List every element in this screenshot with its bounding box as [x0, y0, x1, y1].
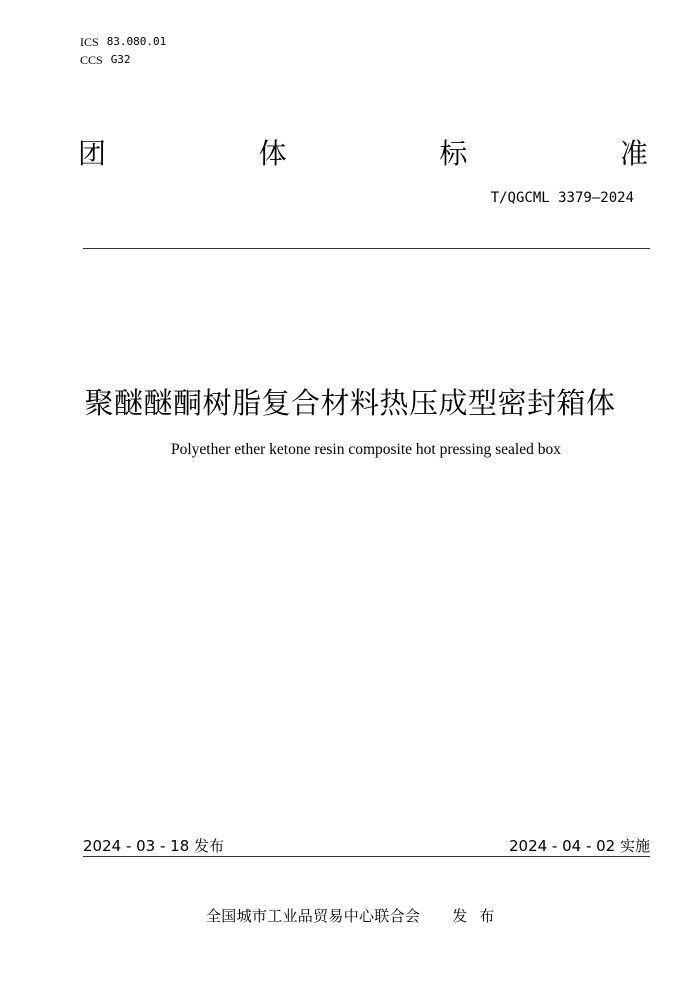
document-title-zh: 聚醚醚酮树脂复合材料热压成型密封箱体	[84, 386, 616, 420]
ics-row	[80, 33, 166, 51]
classification-block	[80, 33, 166, 69]
publish-verb: 发布	[452, 907, 507, 925]
bottom-divider	[83, 856, 650, 857]
standard-type-char: 体	[258, 137, 287, 170]
publisher-line	[206, 905, 506, 926]
top-divider	[83, 248, 650, 249]
standard-number: T/QGCML 3379—2024	[490, 190, 634, 206]
ics-code: 83.080.01	[106, 35, 167, 48]
issue-date: 2024 - 03 - 18 发布	[83, 837, 225, 855]
publisher-name: 全国城市工业品贸易中心联合会	[206, 907, 421, 925]
document-title-en: Polyether ether ketone resin composite hot pressing sealed box	[171, 441, 561, 458]
ccs-row	[80, 51, 166, 69]
standard-type-char: 标	[439, 137, 468, 170]
ccs-label: CCS	[80, 53, 103, 67]
ics-label: ICS	[80, 35, 99, 49]
standard-type-char: 准	[619, 137, 648, 170]
standard-type-heading	[78, 136, 648, 172]
implementation-date: 2024 - 04 - 02 实施	[508, 837, 650, 855]
standard-type-char: 团	[78, 137, 107, 170]
ccs-code: G32	[110, 53, 131, 66]
